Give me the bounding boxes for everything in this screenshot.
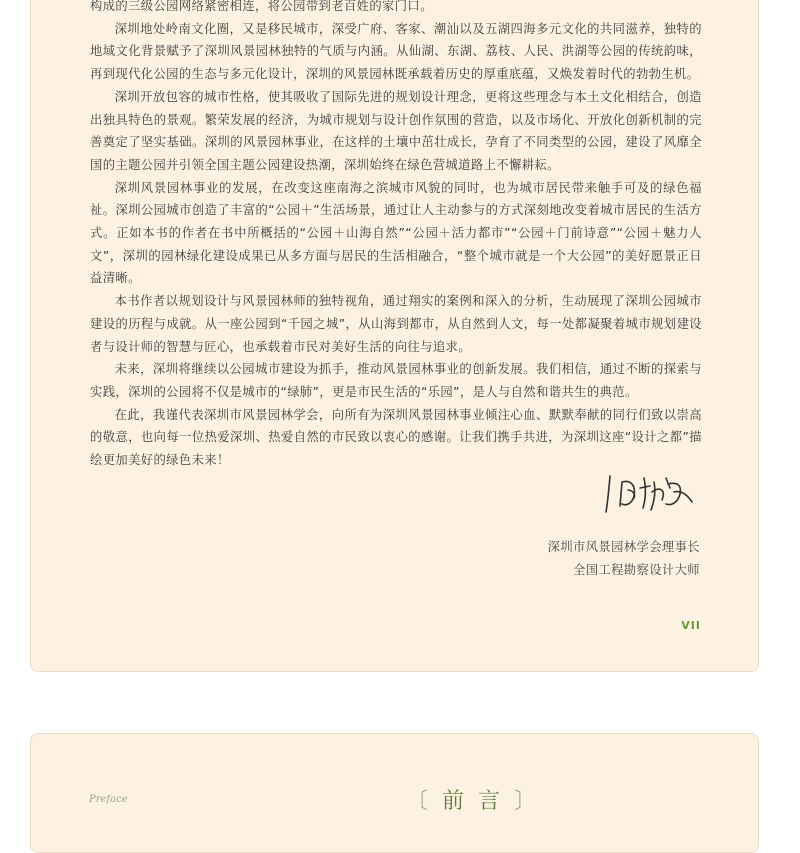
paragraph: 深圳开放包容的城市性格，使其吸收了国际先进的规划设计理念，更将这些理念与本土文化相结合，创造出独具特色的景观。繁荣发展的经济，为城市规划与设计创作氛围的营造，以及市场化、开放化创新机制的完善奠定了坚实基础。深圳的风景园林事业，在这样的土壤中茁壮成长，孕育了不同类型的公园，建设了风靡全国的主题公园并引领全国主题公园建设热潮，深圳始终在绿色营城道路上不懈耕耘。	[90, 89, 702, 172]
bracket-right-icon: 〕	[514, 789, 551, 814]
paragraph: 在此，我谨代表深圳市风景园林学会，向所有为深圳风景园林事业倾注心血、默默奉献的同行们致以崇高的敬意，也向每一位热爱深圳、热爱自然的市民致以衷心的感谢。让我们携手共进，为深圳这座“设计之都”描绘更加美好的绿色未来！	[90, 407, 702, 468]
english-section-label: Preface	[89, 794, 128, 805]
paragraph: 深圳地处岭南文化圈，又是移民城市，深受广府、客家、潮汕以及五湖四海多元文化的共同滋养，独特的地域文化背景赋予了深圳风景园林独特的气质与内涵。从仙湖、东湖、荔枝、人民、洪湖等公园的传统韵味，再到现代化公园的生态与多元化设计，深圳的风景园林既承载着历史的厚重底蕴，又焕发着时代的勃勃生机。	[90, 21, 702, 82]
signer-title-master: 全国工程勘察设计大师	[573, 563, 700, 577]
preface-body-text	[90, 0, 702, 472]
bracket-left-icon: 〔	[406, 789, 443, 814]
signer-title-chairman: 深圳市风景园林学会理事长	[547, 540, 700, 554]
book-page-preface-end	[30, 0, 759, 672]
paragraph: 本书作者以规划设计与风景园林师的独特视角，通过翔实的案例和深入的分析，生动展现了深圳公园城市建设的历程与成就。从一座公园到“千园之城”，从山海到都市，从自然到人文，每一处都凝聚着城市规划建设者与设计师的智慧与匠心，也承载着市民对美好生活的向往与追求。	[90, 294, 702, 354]
preface-title-text: 前言	[442, 789, 515, 814]
handwritten-signature	[596, 468, 706, 518]
page-number: VII	[681, 619, 701, 632]
paragraph: 构成的三级公园网络紧密相连，将公园带到老百姓的家门口。	[90, 0, 433, 13]
book-page-preface-start	[30, 733, 759, 853]
paragraph: 深圳风景园林事业的发展，在改变这座南海之滨城市风貌的同时，也为城市居民带来触手可及的绿色福祉。深圳公园城市创造了丰富的“公园＋”生活场景，通过让人主动参与的方式深刻地改变着城市居民的生活方式。正如本书的作者在书中所概括的“公园＋山海自然”“公园＋活力都市”“公园＋门前诗意”“公园＋魅力人文”，深圳的园林绿化建设成果已从多方面与居民的生活相融合，“整个城市就是一个大公园”的美好愿景正日益清晰。	[90, 180, 702, 286]
paragraph: 未来，深圳将继续以公园城市建设为抓手，推动风景园林事业的创新发展。我们相信，通过不断的探索与实践，深圳的公园将不仅是城市的“绿肺”，更是市民生活的“乐园”，是人与自然和谐共生的典范。	[90, 362, 702, 399]
